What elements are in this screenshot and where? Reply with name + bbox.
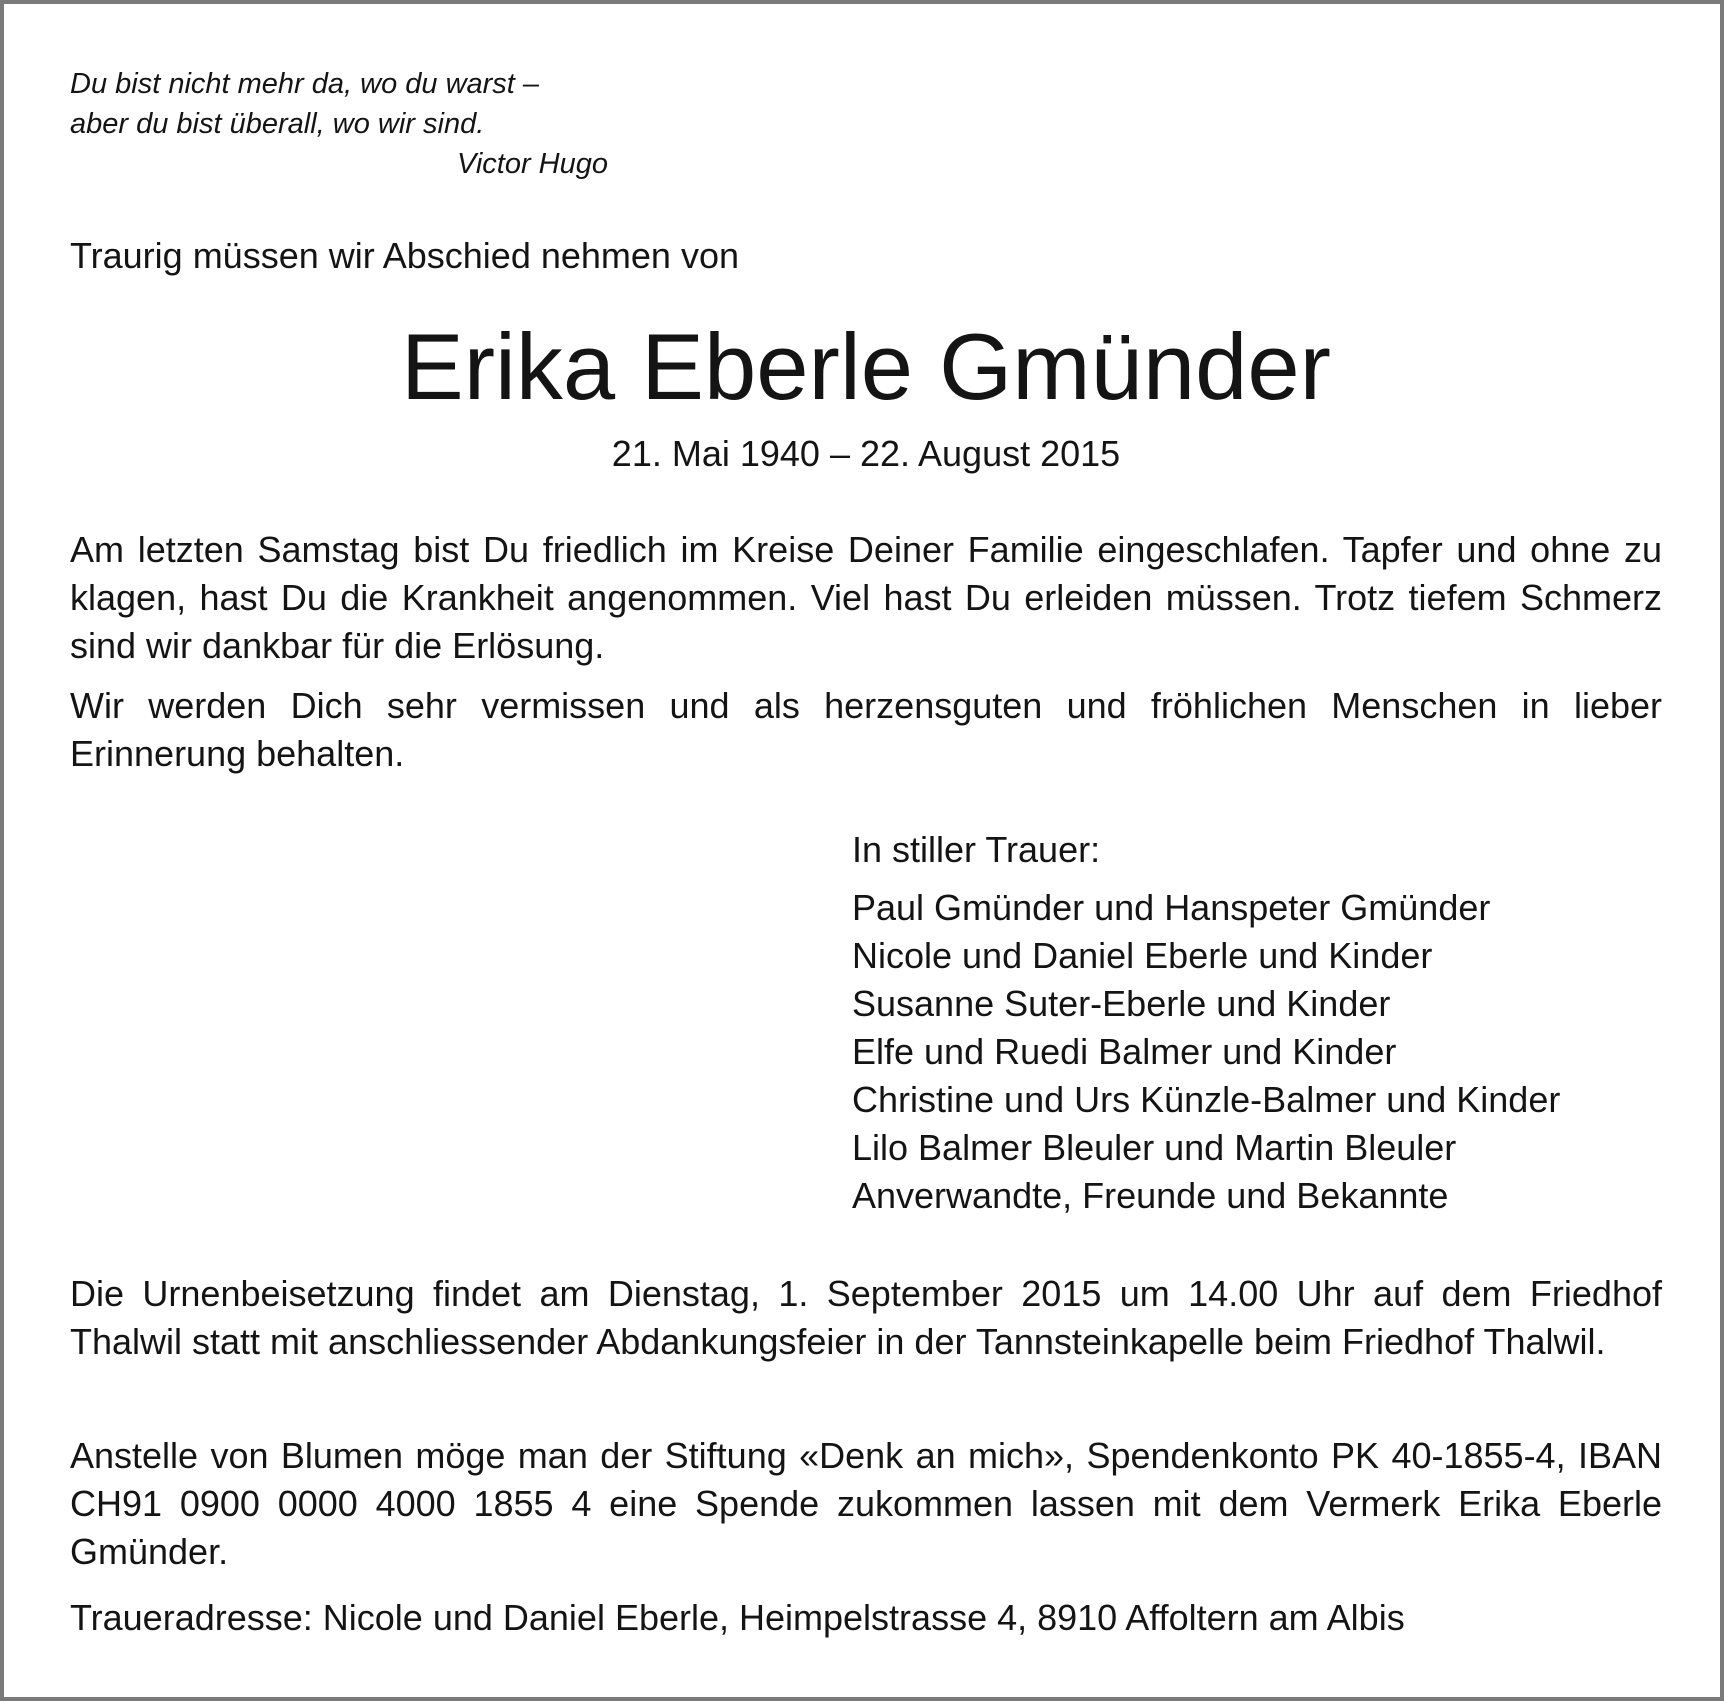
donation-paragraph: Anstelle von Blumen möge man der Stiftung «Denk an mich», Spendenkonto PK 40-1855-4, IBAN CH91 0900 0000 4000 1855 4 eine Spende zukommen lassen mit dem Vermerk Erika Eberle Gmünder. xyxy=(70,1435,1662,1572)
mourners-list xyxy=(852,884,1560,1220)
mourner-entry: Anverwandte, Freunde und Bekannte xyxy=(852,1175,1449,1216)
mourners-title: In stiller Trauer: xyxy=(852,829,1101,870)
quote-line-2: aber du bist überall, wo wir sind. xyxy=(70,108,485,140)
funeral-info-paragraph: Die Urnenbeisetzung findet am Dienstag, 1. September 2015 um 14.00 Uhr auf dem Friedhof Thalwil statt mit anschliessender Abdankungsfeier in der Tannsteinkapelle beim Friedhof Thalwil. xyxy=(70,1273,1662,1362)
mourning-address: Traueradresse: Nicole und Daniel Eberle, Heimpelstrasse 4, 8910 Affoltern am Albis xyxy=(70,1597,1405,1638)
farewell-paragraph: Am letzten Samstag bist Du friedlich im Kreise Deiner Familie eingeschlafen. Tapfer und ohne zu klagen, hast Du die Krankheit angenommen. Viel hast Du erleiden müssen. Trotz tiefem Schmerz sind wir dankbar für die Erlösung. xyxy=(70,529,1662,666)
mourner-entry: Paul Gmünder und Hanspeter Gmünder xyxy=(852,887,1491,928)
mourner-entry: Elfe und Ruedi Balmer und Kinder xyxy=(852,1031,1397,1072)
quote-line-1: Du bist nicht mehr da, wo du warst – xyxy=(70,68,540,100)
remembrance-paragraph: Wir werden Dich sehr vermissen und als herzensguten und fröhlichen Menschen in lieber Erinnerung behalten. xyxy=(70,685,1662,774)
quote-author: Victor Hugo xyxy=(457,148,608,180)
mourners-block xyxy=(852,826,1560,1220)
mourner-entry: Lilo Balmer Bleuler und Martin Bleuler xyxy=(852,1127,1457,1168)
epigraph-quote xyxy=(70,64,630,184)
life-dates: 21. Mai 1940 – 22. August 2015 xyxy=(611,433,1121,474)
deceased-name: Erika Eberle Gmünder xyxy=(401,314,1331,419)
intro-line: Traurig müssen wir Abschied nehmen von xyxy=(70,235,739,276)
mourner-entry: Susanne Suter-Eberle und Kinder xyxy=(852,983,1391,1024)
mourner-entry: Christine und Urs Künzle-Balmer und Kinder xyxy=(852,1079,1561,1120)
mourner-entry: Nicole und Daniel Eberle und Kinder xyxy=(852,935,1433,976)
